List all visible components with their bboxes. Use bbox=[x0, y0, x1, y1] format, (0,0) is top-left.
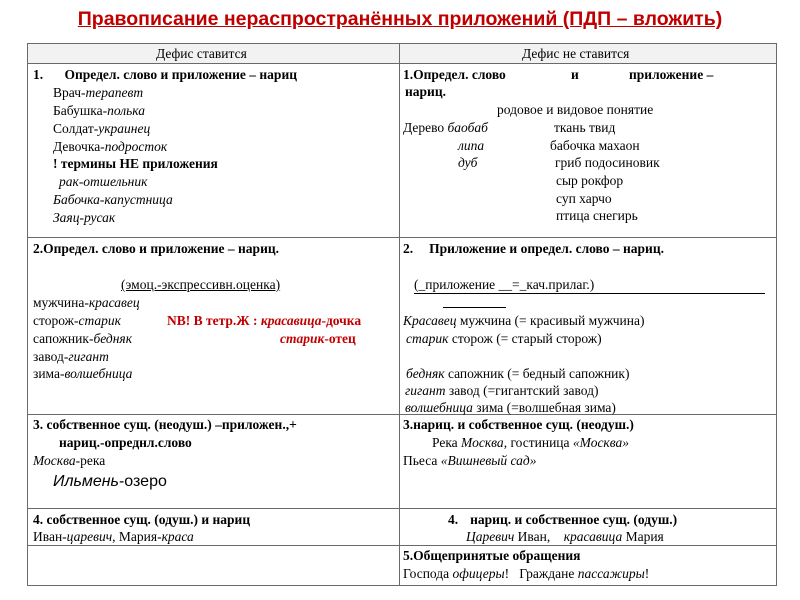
row-divider bbox=[28, 414, 776, 415]
example-line: гигант завод (=гигантский завод) bbox=[405, 383, 599, 398]
example-line: Господа офицеры! Граждане пассажиры! bbox=[403, 566, 650, 581]
header-hyphen-not-used: Дефис не ставится bbox=[522, 46, 630, 61]
rule-heading-and: и bbox=[571, 67, 579, 82]
rule-subtitle: (эмоц.-экспрессивн.оценка) bbox=[121, 277, 281, 292]
rule-heading: 2.Определ. слово и приложение – нариц. bbox=[33, 241, 279, 256]
example-line: Иван-царевич, Мария-краса bbox=[33, 529, 194, 544]
example-line: старик сторож (= старый сторож) bbox=[406, 331, 602, 346]
column-divider bbox=[399, 44, 400, 585]
row-divider bbox=[28, 63, 776, 64]
example-line: Врач-терапевт bbox=[53, 85, 144, 100]
terms-warning: ! термины НЕ приложения bbox=[53, 156, 218, 171]
rule-heading: 2. Приложение и определ. слово – нариц. bbox=[403, 241, 664, 256]
nb-note-example: старик-отец bbox=[280, 331, 356, 346]
table-header-row bbox=[28, 44, 776, 63]
rule-heading: 1. Определ. слово и приложение – нариц bbox=[33, 67, 297, 82]
example-left: липа bbox=[458, 138, 485, 153]
example-line: Солдат-украинец bbox=[53, 121, 151, 136]
rule-heading-cont: нариц.-опреднл.слово bbox=[59, 435, 192, 450]
example-line: Девочка-подросток bbox=[53, 139, 168, 154]
rule-heading: 4. собственное сущ. (одуш.) и нариц bbox=[33, 512, 251, 527]
example-line: Ильмень-озеро bbox=[53, 473, 167, 490]
example-line: Москва-река bbox=[33, 453, 106, 468]
example-line: волшебница зима (=волшебная зима) bbox=[405, 400, 616, 415]
rule-heading-cont: нариц. bbox=[405, 84, 446, 99]
example-line: бедняк сапожник (= бедный сапожник) bbox=[406, 366, 630, 381]
example-line: мужчина-красавец bbox=[33, 295, 140, 310]
example-line: сторож-старик bbox=[33, 313, 121, 328]
example-left: дуб bbox=[458, 155, 478, 170]
row-divider bbox=[28, 545, 776, 546]
rule-heading: 5.Общепринятые обращения bbox=[403, 548, 581, 563]
example-line: Царевич Иван, красавица Мария bbox=[466, 529, 664, 544]
example-right: сыр рокфор bbox=[556, 173, 624, 188]
rule-heading: 1.Определ. слово bbox=[403, 67, 506, 82]
example-line: зима-волшебница bbox=[33, 366, 133, 381]
example-left: Дерево баобаб bbox=[403, 120, 488, 135]
example-line: Красавец мужчина (= красивый мужчина) bbox=[403, 313, 645, 328]
term-example: рак-отшельник bbox=[59, 174, 148, 189]
term-example: Заяц-русак bbox=[53, 210, 116, 225]
page-title: Правописание нераспространённых приложений (ПДП – вложить) bbox=[77, 8, 723, 30]
example-line: сапожник-бедняк bbox=[33, 331, 133, 346]
example-line: Река Москва, гостиница «Москва» bbox=[432, 435, 630, 450]
example-line: завод-гигант bbox=[33, 349, 109, 364]
example-line: Бабушка-полька bbox=[53, 103, 146, 118]
example-right: суп харчо bbox=[556, 191, 612, 206]
example-line: Пьеса «Вишневый сад» bbox=[403, 453, 537, 468]
example-right: птица снегирь bbox=[556, 208, 638, 223]
example-right: ткань твид bbox=[554, 120, 616, 135]
header-hyphen-used: Дефис ставится bbox=[156, 46, 247, 61]
rules-table bbox=[27, 43, 777, 586]
example-right: гриб подосиновик bbox=[555, 155, 660, 170]
rule-heading: 4. нариц. и собственное сущ. (одуш.) bbox=[448, 512, 678, 527]
rule-subtitle: родовое и видовое понятие bbox=[497, 102, 654, 117]
term-example: Бабочка-капустница bbox=[53, 192, 173, 207]
row-divider bbox=[28, 508, 776, 509]
rule-heading: 3. собственное сущ. (неодуш.) –приложен.,+ bbox=[33, 417, 297, 432]
nb-note: NB! В тетр.Ж : красавица-дочка bbox=[167, 313, 362, 328]
rule-heading: 3.нариц. и собственное сущ. (неодуш.) bbox=[403, 417, 634, 432]
formula-underline bbox=[443, 307, 506, 308]
rule-formula: (_приложение __=_кач.прилаг.) bbox=[414, 277, 765, 294]
rule-heading-tail: приложение – bbox=[629, 67, 714, 82]
example-right: бабочка махаон bbox=[550, 138, 640, 153]
row-divider bbox=[28, 237, 776, 238]
